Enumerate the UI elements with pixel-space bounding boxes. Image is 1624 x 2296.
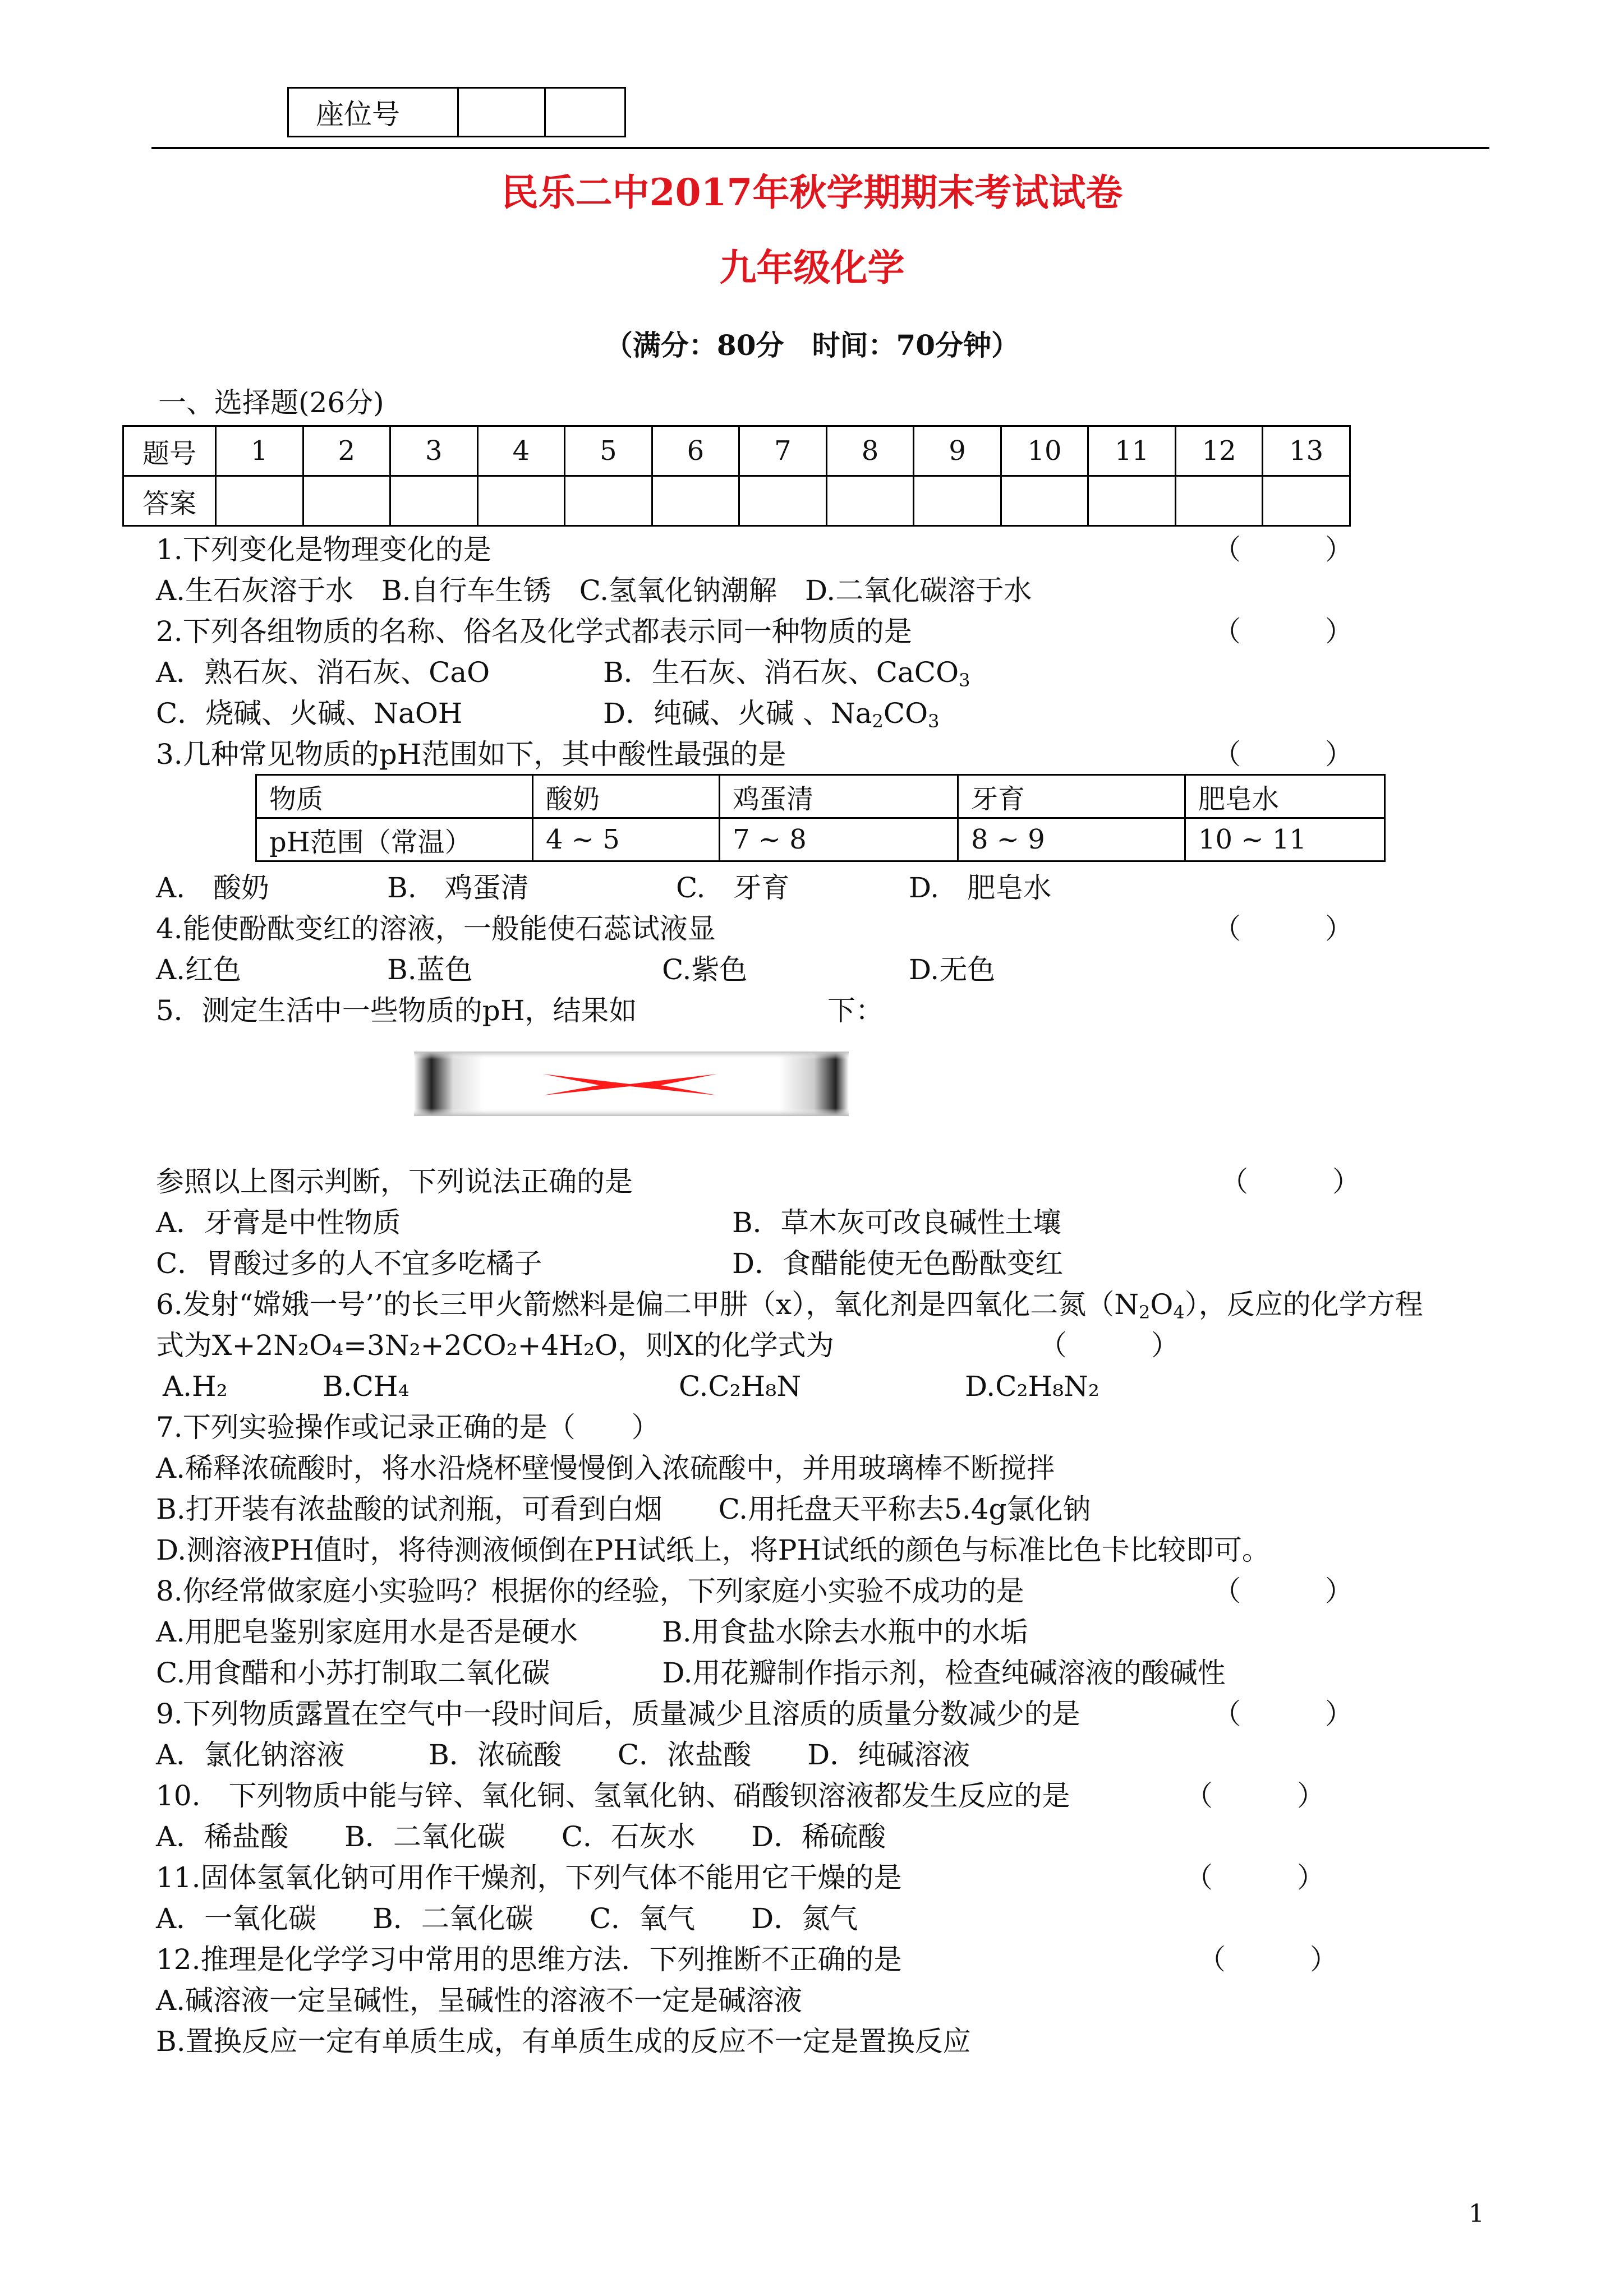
q4-option-a: A.红色 [156,953,242,986]
q9-options: A．氯化钠溶液 B．浓硫酸 C．浓盐酸 D．纯碱溶液 [156,1739,970,1771]
grid-number: 13 [1263,426,1350,476]
q8-stem: 8.你经常做家庭小实验吗？根据你的经验，下列家庭小实验不成功的是 [156,1575,1024,1607]
q2-option-d [603,693,940,734]
seat-cell-1[interactable] [458,88,545,137]
q4-option-b: B.蓝色 [387,953,473,986]
q2-option-b-text: B．生石灰、消石灰、CaCO [603,656,959,689]
grid-number: 7 [739,426,827,476]
q8-option-cd: C.用食醋和小苏打制取二氧化碳 D.用花瓣制作指示剂，检查纯碱溶液的酸碱性 [156,1657,1226,1689]
seat-number-box [287,87,626,137]
q2-option-d-sub1: 2 [872,711,884,732]
q6-line1-sub2: 4 [1173,1302,1185,1323]
subject-title: 九年级化学 [719,246,905,289]
q2-option-c: C．烧碱、火碱、NaOH [156,697,463,730]
q10-options: A．稀盐酸 B．二氧化碳 C．石灰水 D．稀硫酸 [156,1820,886,1853]
q5-option-c: C．胃酸过多的人不宜多吃橘子 [156,1247,542,1280]
q11-answer-paren[interactable]: （ ） [1185,1861,1325,1894]
q4-option-c: C.紫色 [662,953,748,986]
q5-option-a: A．牙膏是中性物质 [156,1206,401,1239]
q10-answer-paren[interactable]: （ ） [1185,1779,1325,1812]
q8-option-ab: A.用肥皂鉴别家庭用水是否是硬水 B.用食盐水除去水瓶中的水垢 [156,1616,1028,1648]
grid-number: 2 [303,426,390,476]
q5-option-d: D．食醋能使无色酚酞变红 [732,1247,1064,1280]
ph-scale-image [414,1052,849,1116]
ph-header-cell: 牙育 [958,775,1185,818]
q2-option-d-sub2: 3 [928,711,940,732]
q4-option-d: D.无色 [909,953,996,986]
answer-cell[interactable] [826,476,914,526]
q6-line2: 式为X+2N₂O₄=3N₂+2CO₂+4H₂O，则X的化学式为 [156,1329,834,1362]
q3-option-b: B. 鸡蛋清 [387,872,529,904]
q3-stem: 3.几种常见物质的pH范围如下，其中酸性最强的是 [156,738,786,771]
grid-number: 3 [390,426,478,476]
grid-number: 6 [652,426,739,476]
ph-table-header [256,775,1385,818]
ph-cell: 8 ~ 9 [958,818,1185,861]
header-divider [151,147,1489,149]
grid-number: 8 [826,426,914,476]
seat-cell-2[interactable] [545,88,625,137]
q11-stem: 11.固体氢氧化钠可用作干燥剂，下列气体不能用它干燥的是 [156,1861,902,1894]
answer-cell[interactable] [652,476,739,526]
answer-cell[interactable] [1263,476,1350,526]
q2-option-a: A．熟石灰、消石灰、CaO [156,656,490,689]
q3-option-c: C. 牙育 [676,872,790,904]
q4-answer-paren[interactable]: （ ） [1213,912,1353,945]
ph-table-row [256,818,1385,861]
q6-line1-sub1: 2 [1139,1302,1151,1323]
q10-stem: 10. 下列物质中能与锌、氧化铜、氢氧化钠、硝酸钡溶液都发生反应的是 [156,1779,1070,1812]
q2-answer-paren[interactable]: （ ） [1213,615,1353,648]
q3-answer-paren[interactable]: （ ） [1213,738,1353,771]
answer-cell[interactable] [1001,476,1088,526]
answer-cell[interactable] [914,476,1001,526]
q6-option-c: C.C₂H₈N [679,1370,802,1403]
answer-cell[interactable] [1088,476,1176,526]
q1-stem: 1.下列变化是物理变化的是 [156,533,491,566]
ph-header-cell: 物质 [256,775,533,818]
grid-answer-row [123,476,1350,526]
q3-option-d: D. 肥皂水 [909,872,1052,904]
q6-line1-end: ），反应的化学方程 [1184,1288,1423,1321]
q6-option-d: D.C₂H₈N₂ [965,1370,1099,1403]
q5-judge: 参照以上图示判断，下列说法正确的是 [156,1165,633,1198]
ph-header-cell: 鸡蛋清 [720,775,958,818]
q2-option-d-mid: CO [883,697,928,730]
q5-answer-paren[interactable]: （ ） [1220,1165,1360,1198]
q4-stem: 4.能使酚酞变红的溶液，一般能使石蕊试液显 [156,912,716,945]
exam-title: 民乐二中2017年秋学期期末考试试卷 [501,170,1123,214]
grid-number: 5 [565,426,652,476]
q6-line1-mid: O [1150,1288,1174,1321]
q2-option-d-text: D．纯碱、火碱 、Na [603,697,872,730]
grid-number: 10 [1001,426,1088,476]
answer-cell[interactable] [1175,476,1263,526]
answer-cell[interactable] [303,476,390,526]
q12-option-b: B.置换反应一定有单质生成，有单质生成的反应不一定是置换反应 [156,2025,971,2058]
q6-line1-text: 6.发射“嫦娥一号’’的长三甲火箭燃料是偏二甲肼（x），氧化剂是四氧化二氮（N [156,1288,1139,1321]
ph-table [255,774,1386,862]
q5-stem-a: 5．测定生活中一些物质的pH，结果如 [156,994,637,1027]
grid-row-label: 题号 [123,426,216,476]
page-number: 1 [1469,2200,1484,2228]
q1-answer-paren[interactable]: （ ） [1213,533,1353,566]
grid-number: 9 [914,426,1001,476]
grid-number-row [123,426,1350,476]
ph-cell: 4 ~ 5 [533,818,720,861]
q3-option-a: A. 酸奶 [156,872,270,904]
q7-option-d: D.测溶液PH值时，将待测液倾倒在PH试纸上，将PH试纸的颜色与标准比色卡比较即可。 [156,1534,1270,1566]
q2-stem: 2.下列各组物质的名称、俗名及化学式都表示同一种物质的是 [156,615,912,648]
grid-row-label: 答案 [123,476,216,526]
answer-cell[interactable] [390,476,478,526]
grid-number: 1 [216,426,303,476]
q2-option-b-sub: 3 [959,670,970,691]
q12-option-a: A.碱溶液一定呈碱性，呈碱性的溶液不一定是碱溶液 [156,1984,803,2017]
q9-stem: 9.下列物质露置在空气中一段时间后，质量减少且溶质的质量分数减少的是 [156,1698,1080,1730]
exam-info: （满分：80分 时间：70分钟） [604,329,1020,362]
ph-cell: 7 ~ 8 [720,818,958,861]
section-title: 一、选择题(26分) [158,386,384,419]
ph-header-cell: 酸奶 [533,775,720,818]
seat-label: 座位号 [288,88,458,137]
grid-number: 4 [477,426,565,476]
ph-cell: pH范围（常温） [256,818,533,861]
ph-scale-figure [414,1052,849,1116]
grid-number: 12 [1175,426,1263,476]
q7-option-bc: B.打开装有浓盐酸的试剂瓶，可看到白烟 C.用托盘天平称去5.4g氯化钠 [156,1493,1091,1525]
ph-header-cell: 肥皂水 [1185,775,1385,818]
grid-number: 11 [1088,426,1176,476]
q5-stem-b: 下： [827,994,884,1027]
q7-option-a: A.稀释浓硫酸时，将水沿烧杯壁慢慢倒入浓硫酸中，并用玻璃棒不断搅拌 [156,1452,1055,1484]
q6-option-b: B.CH₄ [323,1370,410,1403]
q1-options: A.生石灰溶于水 B.自行车生锈 C.氢氧化钠潮解 D.二氧化碳溶于水 [156,574,1032,607]
q6-option-a: A.H₂ [163,1370,228,1403]
answer-cell[interactable] [477,476,565,526]
answer-cell[interactable] [565,476,652,526]
q11-options: A．一氧化碳 B．二氧化碳 C．氧气 D．氮气 [156,1902,858,1935]
q6-answer-paren[interactable]: （ ） [1039,1329,1179,1362]
q12-answer-paren[interactable]: （ ） [1198,1943,1338,1976]
answer-grid [122,425,1351,527]
q8-answer-paren[interactable]: （ ） [1213,1575,1353,1607]
q2-option-b [603,652,970,693]
q7-stem: 7.下列实验操作或记录正确的是（ ） [156,1411,660,1444]
q12-stem: 12.推理是化学学习中常用的思维方法．下列推断不正确的是 [156,1943,902,1976]
answer-cell[interactable] [216,476,303,526]
q6-line1 [156,1284,1423,1325]
q9-answer-paren[interactable]: （ ） [1213,1698,1353,1730]
answer-cell[interactable] [739,476,827,526]
q5-option-b: B．草木灰可改良碱性土壤 [732,1206,1061,1239]
ph-cell: 10 ~ 11 [1185,818,1385,861]
